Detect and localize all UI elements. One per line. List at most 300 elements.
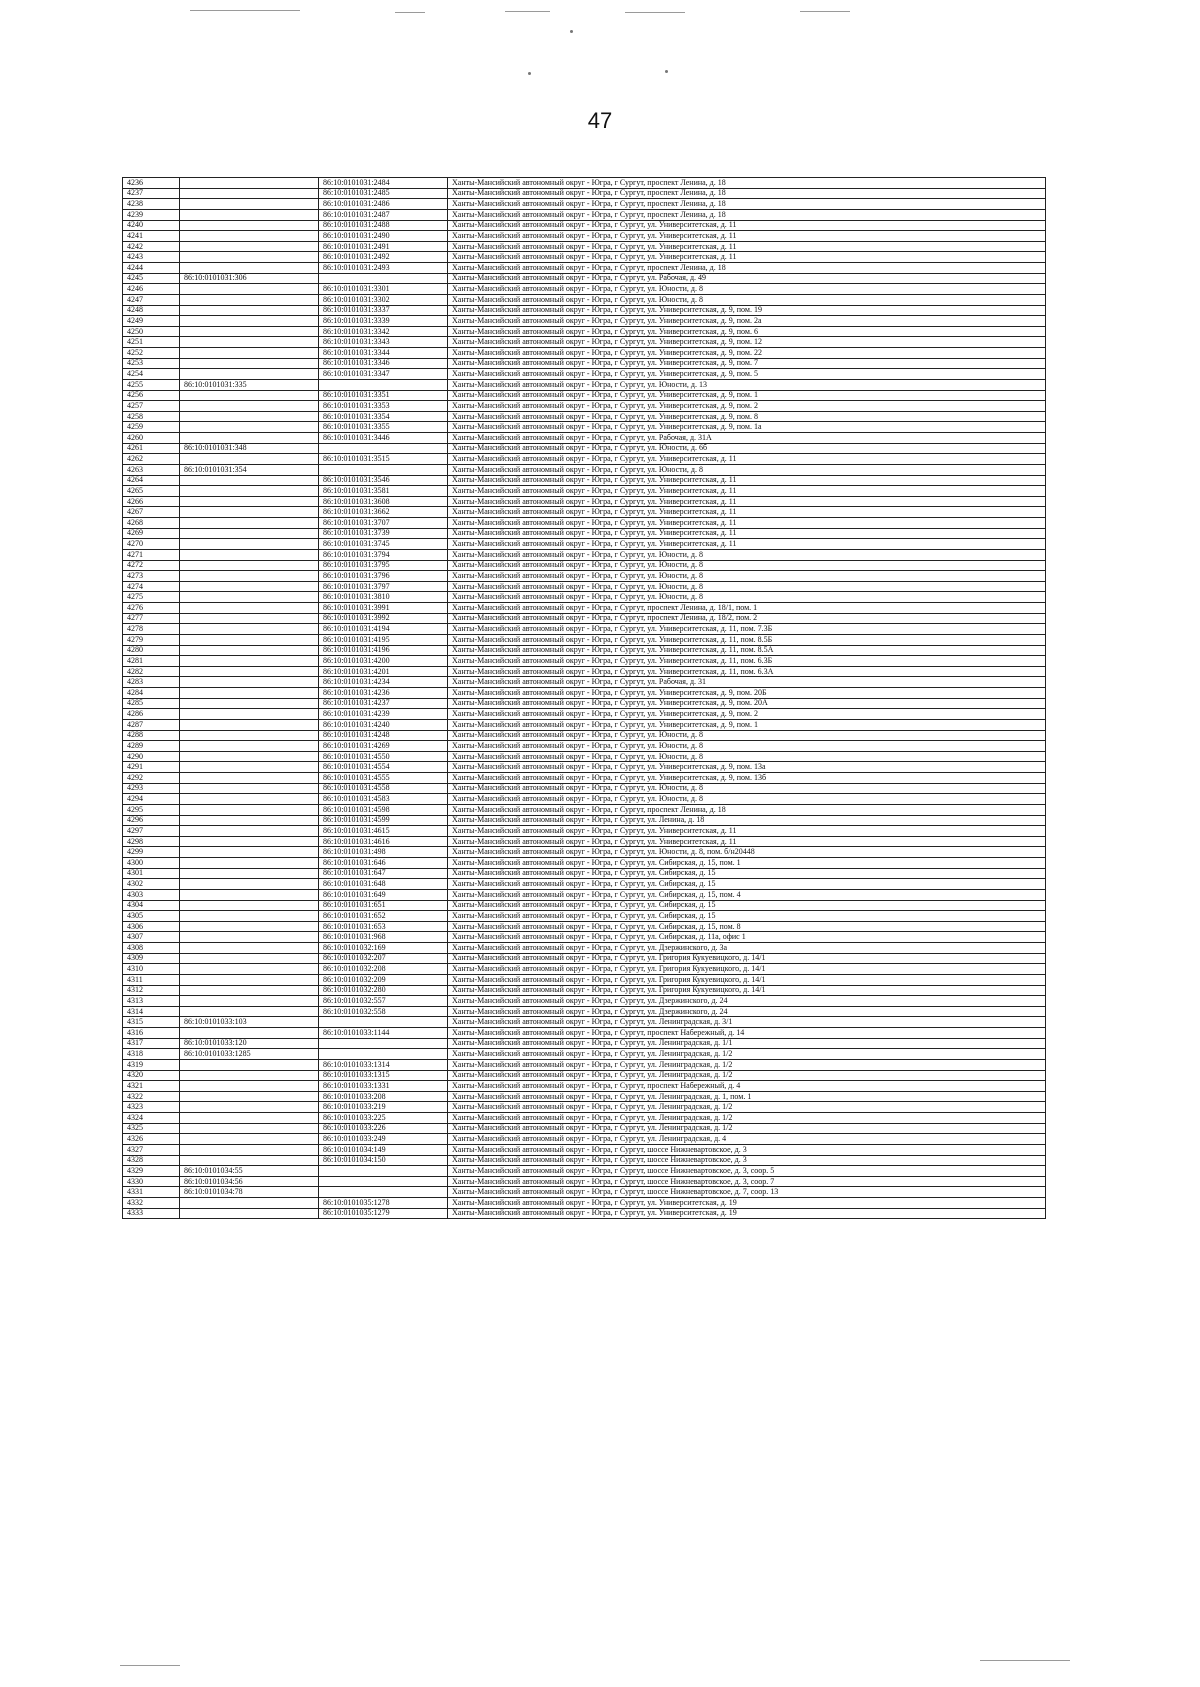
table-row [123,603,1046,614]
address-cell: Ханты-Мансийский автономный округ - Югра, г Сургут, проспект Ленина, д. 18/1, пом. 1 [448,603,1046,614]
address-cell: Ханты-Мансийский автономный округ - Югра, г Сургут, ул. Университетская, д. 9, пом. 22 [448,348,1046,359]
table-row [123,1187,1046,1198]
table-row [123,454,1046,465]
table-row [123,656,1046,667]
parcel-cadastral-number-cell [180,762,319,773]
table-row [123,326,1046,337]
row-number-cell: 4259 [123,422,180,433]
object-cadastral-number-cell: 86:10:0101031:3301 [319,284,448,295]
row-number-cell: 4304 [123,900,180,911]
object-cadastral-number-cell: 86:10:0101031:3353 [319,401,448,412]
row-number-cell: 4237 [123,188,180,199]
object-cadastral-number-cell: 86:10:0101031:3302 [319,294,448,305]
address-cell: Ханты-Мансийский автономный округ - Югра, г Сургут, ул. Ленинградская, д. 3/1 [448,1017,1046,1028]
table-row [123,528,1046,539]
parcel-cadastral-number-cell [180,698,319,709]
object-cadastral-number-cell: 86:10:0101031:3581 [319,486,448,497]
parcel-cadastral-number-cell [180,1070,319,1081]
parcel-cadastral-number-cell [180,847,319,858]
object-cadastral-number-cell: 86:10:0101031:4616 [319,836,448,847]
parcel-cadastral-number-cell: 86:10:0101031:348 [180,443,319,454]
object-cadastral-number-cell: 86:10:0101032:280 [319,985,448,996]
table-row [123,518,1046,529]
row-number-cell: 4256 [123,390,180,401]
parcel-cadastral-number-cell: 86:10:0101034:56 [180,1176,319,1187]
object-cadastral-number-cell: 86:10:0101031:4248 [319,730,448,741]
object-cadastral-number-cell: 86:10:0101031:3739 [319,528,448,539]
address-cell: Ханты-Мансийский автономный округ - Югра, г Сургут, ул. Университетская, д. 9, пом. 7 [448,358,1046,369]
object-cadastral-number-cell: 86:10:0101031:3446 [319,433,448,444]
address-cell: Ханты-Мансийский автономный округ - Югра, г Сургут, ул. Юности, д. 8 [448,751,1046,762]
parcel-cadastral-number-cell [180,741,319,752]
object-cadastral-number-cell: 86:10:0101031:4200 [319,656,448,667]
address-cell: Ханты-Мансийский автономный округ - Югра, г Сургут, ул. Ленинградская, д. 1, пом. 1 [448,1091,1046,1102]
table-row [123,624,1046,635]
address-cell: Ханты-Мансийский автономный округ - Югра, г Сургут, ул. Ленинградская, д. 4 [448,1134,1046,1145]
object-cadastral-number-cell: 86:10:0101033:225 [319,1113,448,1124]
parcel-cadastral-number-cell [180,401,319,412]
address-cell: Ханты-Мансийский автономный округ - Югра, г Сургут, ул. Университетская, д. 11 [448,836,1046,847]
table-row [123,549,1046,560]
object-cadastral-number-cell: 86:10:0101033:1144 [319,1028,448,1039]
parcel-cadastral-number-cell [180,316,319,327]
row-number-cell: 4315 [123,1017,180,1028]
table-row [123,369,1046,380]
parcel-cadastral-number-cell [180,688,319,699]
table-row [123,677,1046,688]
row-number-cell: 4283 [123,677,180,688]
table-row [123,666,1046,677]
object-cadastral-number-cell: 86:10:0101034:150 [319,1155,448,1166]
object-cadastral-number-cell: 86:10:0101031:4234 [319,677,448,688]
row-number-cell: 4325 [123,1123,180,1134]
address-cell: Ханты-Мансийский автономный округ - Югра, г Сургут, ул. Григория Кукуевицкого, д. 14/1 [448,953,1046,964]
row-number-cell: 4293 [123,783,180,794]
address-cell: Ханты-Мансийский автономный округ - Югра, г Сургут, ул. Юности, д. 8 [448,581,1046,592]
object-cadastral-number-cell: 86:10:0101031:498 [319,847,448,858]
object-cadastral-number-cell: 86:10:0101033:226 [319,1123,448,1134]
address-cell: Ханты-Мансийский автономный округ - Югра, г Сургут, ул. Сибирская, д. 11а, офис 1 [448,932,1046,943]
address-cell: Ханты-Мансийский автономный округ - Югра, г Сургут, проспект Ленина, д. 18 [448,804,1046,815]
address-cell: Ханты-Мансийский автономный округ - Югра, г Сургут, ул. Юности, д. 13 [448,379,1046,390]
row-number-cell: 4257 [123,401,180,412]
object-cadastral-number-cell: 86:10:0101033:1331 [319,1081,448,1092]
table-row [123,815,1046,826]
row-number-cell: 4307 [123,932,180,943]
parcel-cadastral-number-cell [180,241,319,252]
parcel-cadastral-number-cell [180,1123,319,1134]
object-cadastral-number-cell: 86:10:0101031:646 [319,858,448,869]
parcel-cadastral-number-cell [180,603,319,614]
table-row [123,1198,1046,1209]
address-cell: Ханты-Мансийский автономный округ - Югра, г Сургут, ул. Ленинградская, д. 1/2 [448,1102,1046,1113]
address-cell: Ханты-Мансийский автономный округ - Югра, г Сургут, ул. Ленинградская, д. 1/2 [448,1070,1046,1081]
table-row [123,1123,1046,1134]
parcel-cadastral-number-cell [180,1113,319,1124]
table-row [123,178,1046,189]
row-number-cell: 4285 [123,698,180,709]
table-row [123,464,1046,475]
table-row [123,475,1046,486]
object-cadastral-number-cell: 86:10:0101031:647 [319,868,448,879]
row-number-cell: 4318 [123,1049,180,1060]
address-cell: Ханты-Мансийский автономный округ - Югра, г Сургут, ул. Юности, д. 8 [448,571,1046,582]
table-row [123,943,1046,954]
object-cadastral-number-cell: 86:10:0101031:2491 [319,241,448,252]
parcel-cadastral-number-cell [180,1059,319,1070]
row-number-cell: 4269 [123,528,180,539]
row-number-cell: 4245 [123,273,180,284]
object-cadastral-number-cell: 86:10:0101031:3337 [319,305,448,316]
row-number-cell: 4290 [123,751,180,762]
row-number-cell: 4324 [123,1113,180,1124]
table-row [123,241,1046,252]
table-row [123,1176,1046,1187]
parcel-cadastral-number-cell [180,390,319,401]
table-row [123,1091,1046,1102]
row-number-cell: 4291 [123,762,180,773]
address-cell: Ханты-Мансийский автономный округ - Югра, г Сургут, ул. Университетская, д. 9, пом. 20Б [448,688,1046,699]
parcel-cadastral-number-cell [180,369,319,380]
address-cell: Ханты-Мансийский автономный округ - Югра, г Сургут, ул. Университетская, д. 19 [448,1208,1046,1219]
table-row [123,188,1046,199]
parcel-cadastral-number-cell [180,263,319,274]
row-number-cell: 4270 [123,539,180,550]
address-cell: Ханты-Мансийский автономный округ - Югра, г Сургут, шоссе Нижневартовское, д. 3 [448,1155,1046,1166]
parcel-cadastral-number-cell [180,911,319,922]
parcel-cadastral-number-cell: 86:10:0101033:103 [180,1017,319,1028]
row-number-cell: 4298 [123,836,180,847]
table-row [123,985,1046,996]
address-cell: Ханты-Мансийский автономный округ - Югра, г Сургут, ул. Юности, д. 8 [448,730,1046,741]
object-cadastral-number-cell [319,1038,448,1049]
parcel-cadastral-number-cell [180,188,319,199]
row-number-cell: 4296 [123,815,180,826]
row-number-cell: 4288 [123,730,180,741]
table-row [123,1134,1046,1145]
table-row [123,358,1046,369]
table-row [123,783,1046,794]
table-row [123,847,1046,858]
address-cell: Ханты-Мансийский автономный округ - Югра, г Сургут, ул. Юности, д. 8, пом. б/н20448 [448,847,1046,858]
row-number-cell: 4236 [123,178,180,189]
object-cadastral-number-cell: 86:10:0101031:4201 [319,666,448,677]
address-cell: Ханты-Мансийский автономный округ - Югра, г Сургут, ул. Университетская, д. 11 [448,826,1046,837]
row-number-cell: 4292 [123,773,180,784]
table-row [123,762,1046,773]
table-row [123,794,1046,805]
parcel-cadastral-number-cell [180,634,319,645]
row-number-cell: 4250 [123,326,180,337]
object-cadastral-number-cell: 86:10:0101035:1279 [319,1208,448,1219]
table-row [123,826,1046,837]
parcel-cadastral-number-cell [180,709,319,720]
row-number-cell: 4308 [123,943,180,954]
parcel-cadastral-number-cell: 86:10:0101034:55 [180,1166,319,1177]
parcel-cadastral-number-cell [180,433,319,444]
address-cell: Ханты-Мансийский автономный округ - Югра, г Сургут, ул. Юности, д. 8 [448,294,1046,305]
row-number-cell: 4271 [123,549,180,560]
row-number-cell: 4260 [123,433,180,444]
address-cell: Ханты-Мансийский автономный округ - Югра, г Сургут, ул. Юности, д. 8 [448,783,1046,794]
row-number-cell: 4262 [123,454,180,465]
parcel-cadastral-number-cell [180,178,319,189]
object-cadastral-number-cell: 86:10:0101032:557 [319,996,448,1007]
address-cell: Ханты-Мансийский автономный округ - Югра, г Сургут, ул. Григория Кукуевицкого, д. 14/1 [448,974,1046,985]
parcel-cadastral-number-cell [180,496,319,507]
table-row [123,868,1046,879]
row-number-cell: 4255 [123,379,180,390]
parcel-cadastral-number-cell [180,1144,319,1155]
object-cadastral-number-cell: 86:10:0101034:149 [319,1144,448,1155]
object-cadastral-number-cell: 86:10:0101031:3992 [319,613,448,624]
parcel-cadastral-number-cell [180,996,319,1007]
address-cell: Ханты-Мансийский автономный округ - Югра, г Сургут, ул. Университетская, д. 11 [448,220,1046,231]
row-number-cell: 4277 [123,613,180,624]
table-row [123,889,1046,900]
row-number-cell: 4267 [123,507,180,518]
row-number-cell: 4327 [123,1144,180,1155]
address-cell: Ханты-Мансийский автономный округ - Югра, г Сургут, ул. Университетская, д. 9, пом. 2 [448,401,1046,412]
address-cell: Ханты-Мансийский автономный округ - Югра, г Сургут, проспект Ленина, д. 18 [448,263,1046,274]
table-row [123,900,1046,911]
table-row [123,1208,1046,1219]
row-number-cell: 4239 [123,209,180,220]
table-row [123,911,1046,922]
table-row [123,953,1046,964]
table-row [123,1028,1046,1039]
row-number-cell: 4316 [123,1028,180,1039]
object-cadastral-number-cell: 86:10:0101031:4194 [319,624,448,635]
object-cadastral-number-cell: 86:10:0101031:3810 [319,592,448,603]
address-cell: Ханты-Мансийский автономный округ - Югра, г Сургут, шоссе Нижневартовское, д. 3, соор. 5 [448,1166,1046,1177]
address-cell: Ханты-Мансийский автономный округ - Югра, г Сургут, ул. Университетская, д. 9, пом. 8 [448,411,1046,422]
object-cadastral-number-cell: 86:10:0101031:4583 [319,794,448,805]
object-cadastral-number-cell: 86:10:0101031:4599 [319,815,448,826]
address-cell: Ханты-Мансийский автономный округ - Югра, г Сургут, ул. Сибирская, д. 15, пом. 8 [448,921,1046,932]
address-cell: Ханты-Мансийский автономный округ - Югра, г Сургут, ул. Университетская, д. 11 [448,496,1046,507]
row-number-cell: 4241 [123,231,180,242]
row-number-cell: 4309 [123,953,180,964]
object-cadastral-number-cell: 86:10:0101033:208 [319,1091,448,1102]
object-cadastral-number-cell: 86:10:0101032:558 [319,1006,448,1017]
parcel-cadastral-number-cell [180,326,319,337]
page-number: 47 [587,108,613,133]
address-cell: Ханты-Мансийский автономный округ - Югра, г Сургут, ул. Дзержинского, д. 24 [448,996,1046,1007]
table-row [123,379,1046,390]
table-row [123,1017,1046,1028]
table-row [123,263,1046,274]
parcel-cadastral-number-cell [180,645,319,656]
address-cell: Ханты-Мансийский автономный округ - Югра, г Сургут, ул. Григория Кукуевицкого, д. 14/1 [448,985,1046,996]
row-number-cell: 4274 [123,581,180,592]
table-row [123,1102,1046,1113]
address-cell: Ханты-Мансийский автономный округ - Югра, г Сургут, ул. Юности, д. 8 [448,464,1046,475]
row-number-cell: 4249 [123,316,180,327]
address-cell: Ханты-Мансийский автономный округ - Югра, г Сургут, проспект Ленина, д. 18 [448,178,1046,189]
object-cadastral-number-cell: 86:10:0101031:2488 [319,220,448,231]
address-cell: Ханты-Мансийский автономный округ - Югра, г Сургут, ул. Сибирская, д. 15, пом. 1 [448,858,1046,869]
row-number-cell: 4312 [123,985,180,996]
row-number-cell: 4333 [123,1208,180,1219]
table-row [123,422,1046,433]
row-number-cell: 4278 [123,624,180,635]
row-number-cell: 4317 [123,1038,180,1049]
object-cadastral-number-cell: 86:10:0101031:3797 [319,581,448,592]
table-row [123,1070,1046,1081]
row-number-cell: 4289 [123,741,180,752]
address-cell: Ханты-Мансийский автономный округ - Югра, г Сургут, ул. Сибирская, д. 15 [448,879,1046,890]
object-cadastral-number-cell [319,443,448,454]
address-cell: Ханты-Мансийский автономный округ - Югра, г Сургут, ул. Университетская, д. 11 [448,252,1046,263]
row-number-cell: 4276 [123,603,180,614]
object-cadastral-number-cell [319,379,448,390]
row-number-cell: 4306 [123,921,180,932]
address-cell: Ханты-Мансийский автономный округ - Югра, г Сургут, ул. Юности, д. 8 [448,592,1046,603]
parcel-cadastral-number-cell [180,858,319,869]
parcel-cadastral-number-cell [180,964,319,975]
address-cell: Ханты-Мансийский автономный округ - Югра, г Сургут, ул. Рабочая, д. 49 [448,273,1046,284]
parcel-cadastral-number-cell [180,1102,319,1113]
object-cadastral-number-cell: 86:10:0101031:2485 [319,188,448,199]
registry-table [122,177,1046,1219]
parcel-cadastral-number-cell [180,1081,319,1092]
object-cadastral-number-cell: 86:10:0101032:209 [319,974,448,985]
row-number-cell: 4258 [123,411,180,422]
table-row [123,741,1046,752]
table-row [123,932,1046,943]
parcel-cadastral-number-cell: 86:10:0101031:335 [180,379,319,390]
address-cell: Ханты-Мансийский автономный округ - Югра, г Сургут, ул. Университетская, д. 11, пом. 8.5Б [448,634,1046,645]
row-number-cell: 4281 [123,656,180,667]
row-number-cell: 4243 [123,252,180,263]
parcel-cadastral-number-cell [180,794,319,805]
row-number-cell: 4264 [123,475,180,486]
row-number-cell: 4329 [123,1166,180,1177]
table-row [123,719,1046,730]
row-number-cell: 4272 [123,560,180,571]
parcel-cadastral-number-cell [180,1198,319,1209]
table-row [123,411,1046,422]
table-row [123,284,1046,295]
parcel-cadastral-number-cell [180,231,319,242]
row-number-cell: 4244 [123,263,180,274]
row-number-cell: 4321 [123,1081,180,1092]
parcel-cadastral-number-cell [180,921,319,932]
object-cadastral-number-cell: 86:10:0101031:4195 [319,634,448,645]
address-cell: Ханты-Мансийский автономный округ - Югра, г Сургут, ул. Университетская, д. 11 [448,528,1046,539]
object-cadastral-number-cell [319,1049,448,1060]
object-cadastral-number-cell: 86:10:0101031:4598 [319,804,448,815]
object-cadastral-number-cell [319,273,448,284]
object-cadastral-number-cell: 86:10:0101033:219 [319,1102,448,1113]
address-cell: Ханты-Мансийский автономный округ - Югра, г Сургут, ул. Григория Кукуевицкого, д. 14/1 [448,964,1046,975]
row-number-cell: 4330 [123,1176,180,1187]
parcel-cadastral-number-cell [180,677,319,688]
object-cadastral-number-cell: 86:10:0101031:2490 [319,231,448,242]
address-cell: Ханты-Мансийский автономный округ - Югра, г Сургут, ул. Университетская, д. 9, пом. 6 [448,326,1046,337]
row-number-cell: 4238 [123,199,180,210]
table-row [123,688,1046,699]
object-cadastral-number-cell: 86:10:0101031:3546 [319,475,448,486]
table-row [123,709,1046,720]
row-number-cell: 4302 [123,879,180,890]
parcel-cadastral-number-cell [180,953,319,964]
address-cell: Ханты-Мансийский автономный округ - Югра, г Сургут, ул. Университетская, д. 11 [448,475,1046,486]
object-cadastral-number-cell: 86:10:0101033:1315 [319,1070,448,1081]
object-cadastral-number-cell: 86:10:0101031:3344 [319,348,448,359]
address-cell: Ханты-Мансийский автономный округ - Югра, г Сургут, ул. Дзержинского, д. 24 [448,1006,1046,1017]
parcel-cadastral-number-cell [180,836,319,847]
object-cadastral-number-cell: 86:10:0101031:652 [319,911,448,922]
address-cell: Ханты-Мансийский автономный округ - Югра, г Сургут, ул. Ленинградская, д. 1/2 [448,1113,1046,1124]
parcel-cadastral-number-cell [180,284,319,295]
address-cell: Ханты-Мансийский автономный округ - Югра, г Сургут, ул. Ленинградская, д. 1/2 [448,1123,1046,1134]
object-cadastral-number-cell: 86:10:0101031:653 [319,921,448,932]
object-cadastral-number-cell: 86:10:0101031:3745 [319,539,448,550]
address-cell: Ханты-Мансийский автономный округ - Югра, г Сургут, ул. Университетская, д. 11 [448,507,1046,518]
row-number-cell: 4240 [123,220,180,231]
object-cadastral-number-cell: 86:10:0101031:4550 [319,751,448,762]
row-number-cell: 4273 [123,571,180,582]
object-cadastral-number-cell: 86:10:0101031:2486 [319,199,448,210]
row-number-cell: 4322 [123,1091,180,1102]
parcel-cadastral-number-cell [180,592,319,603]
address-cell: Ханты-Мансийский автономный округ - Югра, г Сургут, ул. Сибирская, д. 15 [448,911,1046,922]
address-cell: Ханты-Мансийский автономный округ - Югра, г Сургут, проспект Ленина, д. 18 [448,209,1046,220]
row-number-cell: 4328 [123,1155,180,1166]
parcel-cadastral-number-cell [180,974,319,985]
address-cell: Ханты-Мансийский автономный округ - Югра, г Сургут, ул. Рабочая, д. 31А [448,433,1046,444]
object-cadastral-number-cell: 86:10:0101031:4558 [319,783,448,794]
table-row [123,433,1046,444]
address-cell: Ханты-Мансийский автономный округ - Югра, г Сургут, ул. Университетская, д. 9, пом. 1 [448,719,1046,730]
object-cadastral-number-cell: 86:10:0101031:651 [319,900,448,911]
parcel-cadastral-number-cell [180,730,319,741]
object-cadastral-number-cell: 86:10:0101031:3662 [319,507,448,518]
object-cadastral-number-cell: 86:10:0101031:2492 [319,252,448,263]
table-row [123,879,1046,890]
address-cell: Ханты-Мансийский автономный округ - Югра, г Сургут, ул. Университетская, д. 9, пом. 13б [448,773,1046,784]
address-cell: Ханты-Мансийский автономный округ - Югра, г Сургут, проспект Ленина, д. 18 [448,199,1046,210]
object-cadastral-number-cell: 86:10:0101035:1278 [319,1198,448,1209]
object-cadastral-number-cell: 86:10:0101032:208 [319,964,448,975]
row-number-cell: 4311 [123,974,180,985]
row-number-cell: 4326 [123,1134,180,1145]
parcel-cadastral-number-cell: 86:10:0101031:354 [180,464,319,475]
row-number-cell: 4300 [123,858,180,869]
parcel-cadastral-number-cell [180,900,319,911]
address-cell: Ханты-Мансийский автономный округ - Югра, г Сургут, ул. Университетская, д. 11, пом. 6.3Б [448,656,1046,667]
object-cadastral-number-cell: 86:10:0101031:4269 [319,741,448,752]
address-cell: Ханты-Мансийский автономный округ - Югра, г Сургут, проспект Ленина, д. 18 [448,188,1046,199]
row-number-cell: 4331 [123,1187,180,1198]
parcel-cadastral-number-cell [180,475,319,486]
object-cadastral-number-cell [319,1166,448,1177]
table-row [123,1144,1046,1155]
parcel-cadastral-number-cell: 86:10:0101033:1285 [180,1049,319,1060]
row-number-cell: 4263 [123,464,180,475]
row-number-cell: 4313 [123,996,180,1007]
address-cell: Ханты-Мансийский автономный округ - Югра, г Сургут, ул. Юности, д. 8 [448,560,1046,571]
object-cadastral-number-cell: 86:10:0101031:649 [319,889,448,900]
parcel-cadastral-number-cell [180,1028,319,1039]
parcel-cadastral-number-cell [180,1006,319,1017]
object-cadastral-number-cell: 86:10:0101031:3346 [319,358,448,369]
table-row [123,592,1046,603]
row-number-cell: 4295 [123,804,180,815]
parcel-cadastral-number-cell [180,528,319,539]
